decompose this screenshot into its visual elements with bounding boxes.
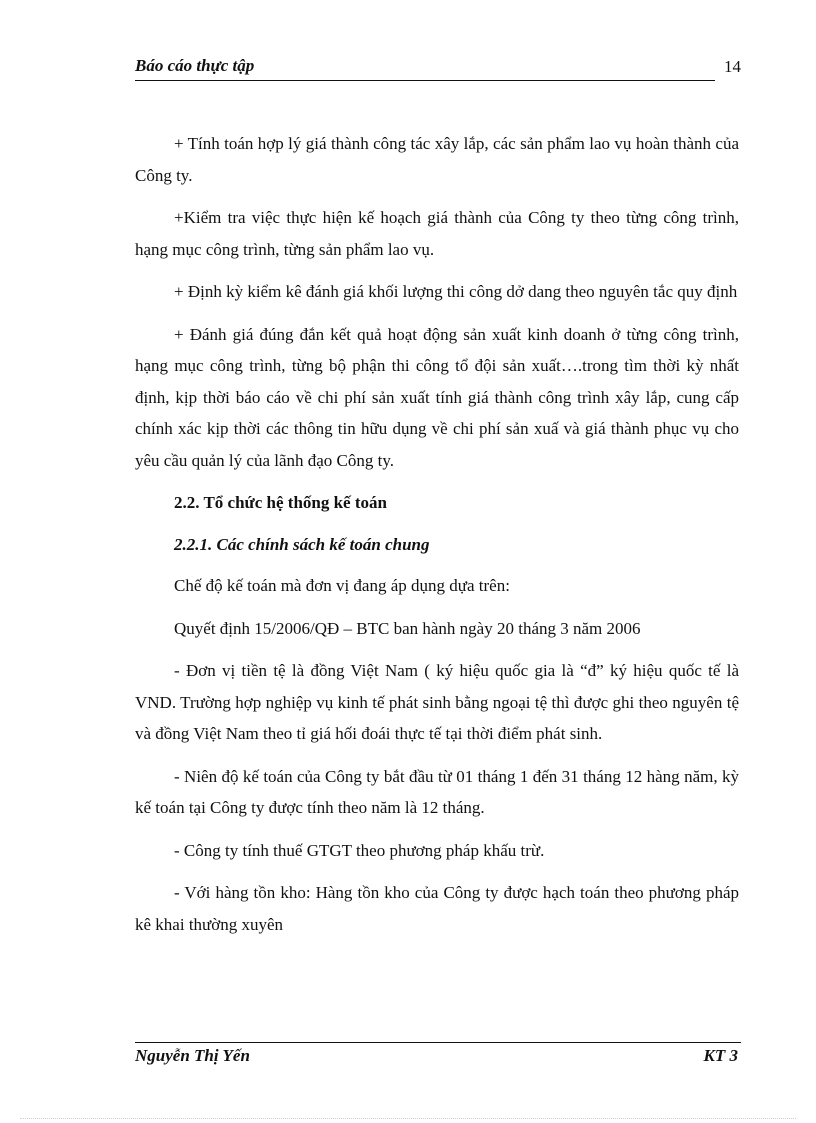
- page-body: [135, 128, 739, 951]
- paragraph-decision: Quyết định 15/2006/QĐ – BTC ban hành ngày 20 tháng 3 năm 2006: [174, 618, 641, 638]
- paragraph-periodic-inventory: + Định kỳ kiểm kê đánh giá khối lượng thi công dở dang theo nguyên tắc quy định: [174, 282, 738, 301]
- page-header: [135, 56, 741, 84]
- paragraph-fiscal-year: - Niên độ kế toán của Công ty bắt đầu từ 01 tháng 1 đến 31 tháng 12 hàng năm, kỳ kế toán tại Công ty được tính theo năm là 12 tháng.: [135, 766, 739, 817]
- paragraph-cost-calculation: + Tính toán hợp lý giá thành công tác xây lắp, các sản phẩm lao vụ hoàn thành của Công ty.: [135, 134, 739, 185]
- subsection-heading: 2.2.1. Các chính sách kế toán chung: [174, 534, 430, 554]
- footer-author: Nguyễn Thị Yến: [135, 1046, 250, 1065]
- paragraph-inventory: - Với hàng tồn kho: Hàng tồn kho của Công ty được hạch toán theo phương pháp kê khai thường xuyên: [135, 883, 739, 934]
- paragraph-accounting-regime: Chế độ kế toán mà đơn vị đang áp dụng dựa trên:: [174, 576, 510, 595]
- footer-class: KT 3: [703, 1046, 738, 1065]
- section-heading: 2.2. Tổ chức hệ thống kế toán: [174, 493, 387, 512]
- paragraph-cost-plan-check: +Kiểm tra việc thực hiện kế hoạch giá thành của Công ty theo từng công trình, hạng mục công trình, từng sản phẩm lao vụ.: [135, 208, 739, 259]
- paragraph-vat: - Công ty tính thuế GTGT theo phương pháp khấu trừ.: [174, 840, 545, 860]
- page-edge: [20, 1118, 796, 1119]
- footer-rule: [135, 1042, 741, 1043]
- paragraph-currency: - Đơn vị tiền tệ là đồng Việt Nam ( ký hiệu quốc gia là “đ” ký hiệu quốc tế là VND. Trường hợp nghiệp vụ kinh tế phát sinh bằng ngoại tệ thì được ghi theo nguyên tệ và đồng Việt Nam theo tỉ giá hối đoái thực tế tại thời điểm phát sinh.: [135, 661, 739, 743]
- paragraph-result-evaluation: + Đánh giá đúng đắn kết quả hoạt động sản xuất kinh doanh ở từng công trình, hạng mục công trình, từng bộ phận thi công tổ đội sản xuất….trong tìm thời kỳ nhất định, kịp thời báo cáo về chi phí sản xuất tính giá thành công trình xây lắp, cung cấp chính xác kịp thời các thông tin hữu dụng về chi phí sản xuấ và giá thành phục vụ cho yêu cầu quản lý của lãnh đạo Công ty.: [135, 324, 739, 470]
- header-underline: [135, 80, 715, 81]
- page-number: 14: [724, 57, 741, 76]
- report-title: Báo cáo thực tập: [135, 56, 255, 75]
